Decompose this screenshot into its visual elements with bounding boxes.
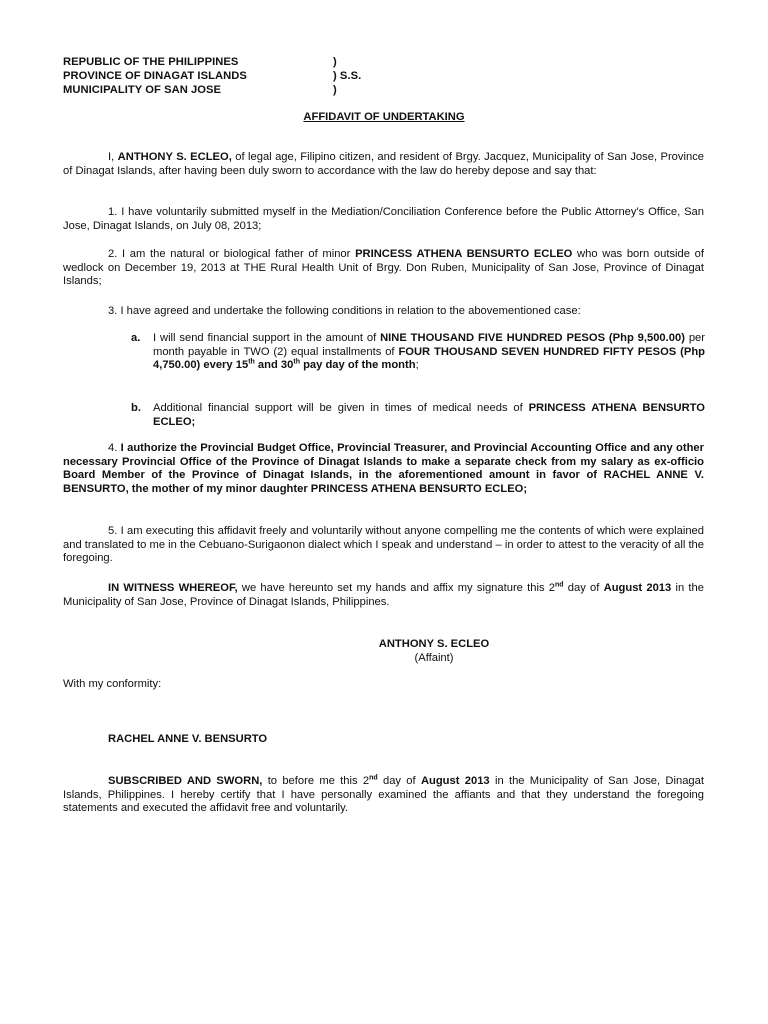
affiant-name: ANTHONY S. ECLEO xyxy=(378,638,490,650)
header-line-province: PROVINCE OF DINAGAT ISLANDS ) S.S. xyxy=(63,70,362,82)
header-line-republic: REPUBLIC OF THE PHILIPPINES ) xyxy=(63,56,337,68)
condition-a xyxy=(131,332,705,388)
item-2-paragraph: 2. I am the natural or biological father of minor PRINCESS ATHENA BENSURTO ECLEO who was born outside of wedlock on December 19, 2013 at THE Rural Health Unit of Brgy. Don Ruben, Municipality of San Jose, Province of Dinagat Islands; xyxy=(63,248,704,288)
item-3-paragraph: 3. I have agreed and undertake the following conditions in relation to the abovementioned case: xyxy=(108,305,581,317)
item-4-paragraph: 4. I authorize the Provincial Budget Office, Provincial Treasurer, and Provincial Accounting Office and any other necessary Provincial Office of the Province of Dinagat Islands to make a separate check from my salary as ex-officio Board Member of the Province of Dinagat Islands, in the aforementioned amount in favor of RACHEL ANNE V. BENSURTO, the mother of my minor daughter PRINCESS ATHENA BENSURTO ECLEO; xyxy=(63,442,704,495)
condition-b-text: Additional financial support will be given in times of medical needs of PRINCESS ATHENA BENSURTO ECLEO; xyxy=(153,402,705,428)
item-1-paragraph: 1. I have voluntarily submitted myself in the Mediation/Conciliation Conference before the Public Attorney's Office, San Jose, Dinagat Islands, on July 08, 2013; xyxy=(63,206,704,232)
sworn-paragraph: SUBSCRIBED AND SWORN, to before me this 2nd day of August 2013 in the Municipality of San Jose, Dinagat Islands, Philippines. I hereby certify that I have personally examined the affiants and that they understand the foregoing statements and executed the affidavit free and voluntarily. xyxy=(63,774,704,815)
conformer-name: RACHEL ANNE V. BENSURTO xyxy=(108,733,268,745)
item-5-paragraph: 5. I am executing this affidavit freely and voluntarily without anyone compelling me the contents of which were explained and translated to me in the Cebuano-Surigaonon dialect which I speak and understand – in order to attest to the veracity of all the foregoing. xyxy=(63,525,704,565)
condition-b xyxy=(131,402,705,430)
conformity-label: With my conformity: xyxy=(63,678,162,690)
condition-a-text: I will send financial support in the amount of NINE THOUSAND FIVE HUNDRED PESOS (Php 9,500.00) per month payable in TWO (2) equal installments of FOUR THOUSAND SEVEN HUNDRED FIFTY PESOS (Php 4,750.00) every 15th and 30th pay day of the month; xyxy=(153,332,705,372)
intro-paragraph: I, ANTHONY S. ECLEO, of legal age, Filipino citizen, and resident of Brgy. Jacquez, Municipality of San Jose, Province of Dinagat Islands, after having been duly sworn to accordance with the law do hereby depose and say that: xyxy=(63,151,705,177)
affiant-role: (Affaint) xyxy=(414,652,454,664)
header-line-municipality: MUNICIPALITY OF SAN JOSE ) xyxy=(63,84,337,96)
document-title: AFFIDAVIT OF UNDERTAKING xyxy=(303,111,465,123)
witness-paragraph: IN WITNESS WHEREOF, we have hereunto set my hands and affix my signature this 2nd day of August 2013 in the Municipality of San Jose, Province of Dinagat Islands, Philippines. xyxy=(63,581,704,608)
condition-b-label: b. xyxy=(131,402,141,414)
condition-a-label: a. xyxy=(131,332,141,344)
